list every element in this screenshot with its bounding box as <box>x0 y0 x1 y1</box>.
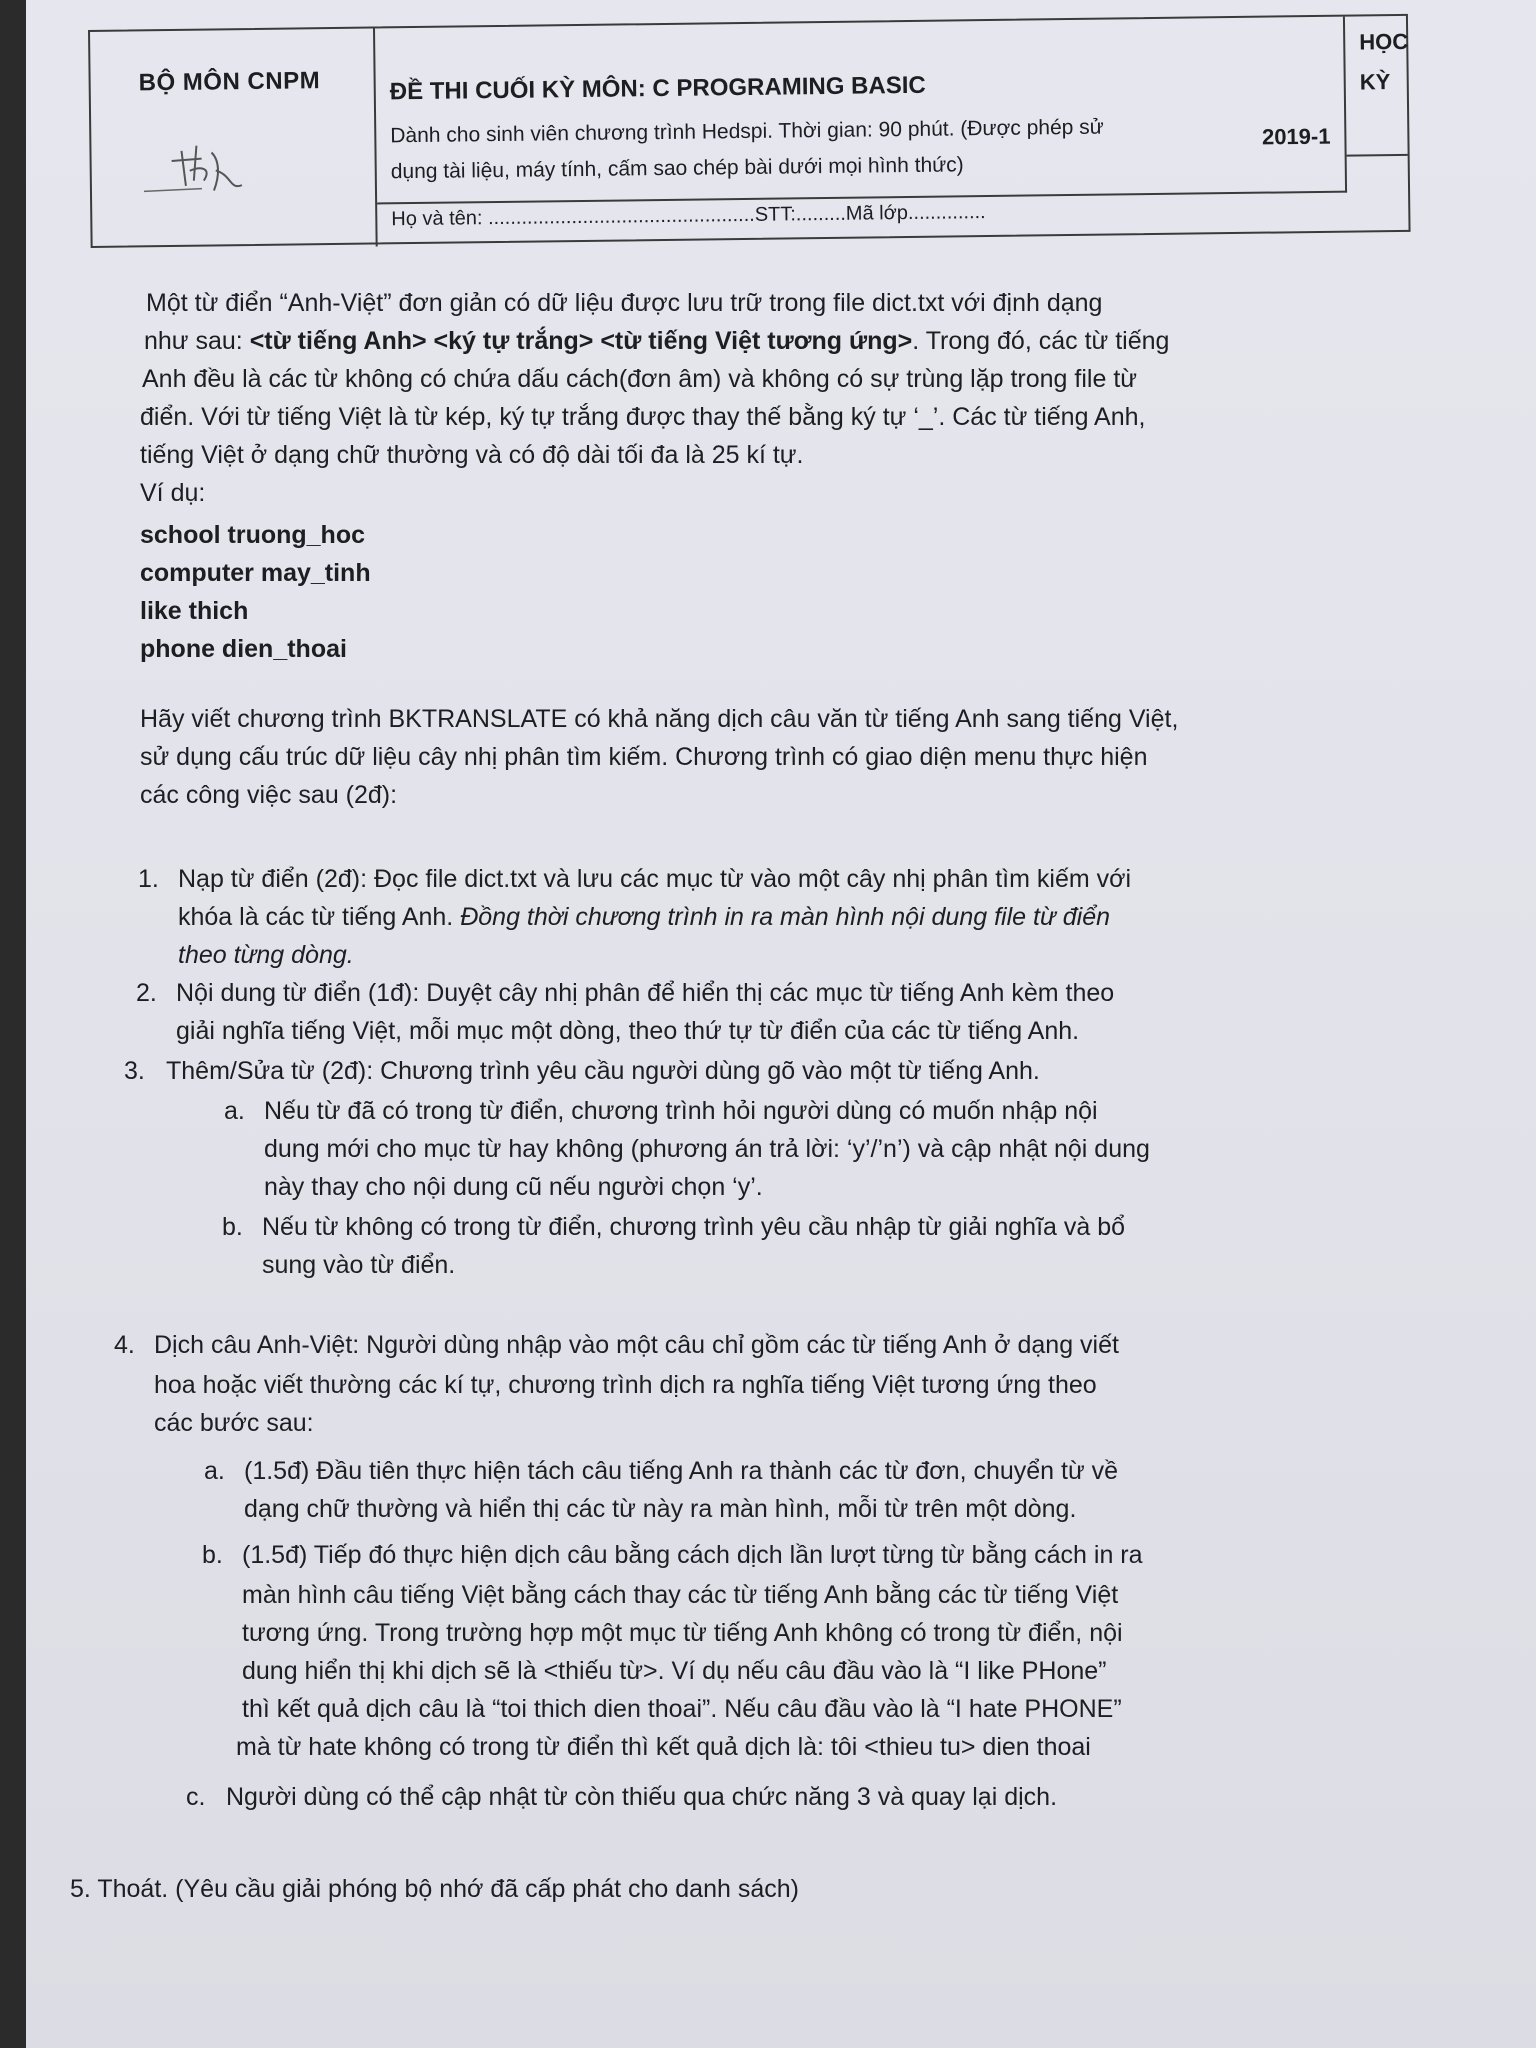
term-cell <box>1345 16 1408 157</box>
intro-line: tiếng Việt ở dạng chữ thường và có độ dài tối đa là 25 kí tự. <box>140 441 804 469</box>
sub-item-label: a. <box>224 1097 245 1125</box>
item-line: dung hiển thị khi dịch sẽ là <thiếu từ>. Ví dụ nếu câu đầu vào là “I like PHone” <box>242 1657 1107 1685</box>
item-text-italic: Đồng thời chương trình in ra màn hình nội dung file từ điển <box>460 903 1110 931</box>
item-line: Nếu từ đã có trong từ điển, chương trình hỏi người dùng có muốn nhập nội <box>264 1097 1098 1125</box>
sub-item-label: b. <box>202 1541 223 1569</box>
item-number: 3. <box>124 1057 145 1085</box>
item-line: này thay cho nội dung cũ nếu người chọn ‘y’. <box>264 1173 763 1201</box>
item-number: 4. <box>114 1331 135 1359</box>
item-line: dung mới cho mục từ hay không (phương án trả lời: ‘y’/’n’) và cập nhật nội dung <box>264 1135 1150 1163</box>
task-line: Hãy viết chương trình BKTRANSLATE có khả năng dịch câu văn từ tiếng Anh sang tiếng Việt, <box>140 705 1179 733</box>
item-line: Nếu từ không có trong từ điển, chương trình yêu cầu nhập từ giải nghĩa và bổ <box>262 1213 1126 1241</box>
intro-line: Một từ điển “Anh-Việt” đơn giản có dữ liệu được lưu trữ trong file dict.txt với định dạng <box>146 289 1103 317</box>
item-line: (1.5đ) Đầu tiên thực hiện tách câu tiếng Anh ra thành các từ đơn, chuyển từ về <box>244 1457 1119 1485</box>
item-line: thì kết quả dịch câu là “toi thich dien thoai”. Nếu câu đầu vào là “I hate PHONE” <box>242 1695 1122 1723</box>
item-line: (1.5đ) Tiếp đó thực hiện dịch câu bằng cách dịch lần lượt từng từ bằng cách in ra <box>242 1541 1143 1569</box>
item-line: Người dùng có thể cập nhật từ còn thiếu qua chức năng 3 và quay lại dịch. <box>226 1783 1058 1811</box>
sub-item-label: c. <box>186 1783 206 1811</box>
empty-cell <box>1347 156 1408 193</box>
sub-item-label: a. <box>204 1457 225 1485</box>
exam-header-table <box>88 14 1411 248</box>
item-line: Thêm/Sửa từ (2đ): Chương trình yêu cầu người dùng gõ vào một từ tiếng Anh. <box>166 1057 1040 1085</box>
intro-line: Anh đều là các từ không có chứa dấu cách(đơn âm) và không có sự trùng lặp trong file từ <box>142 365 1137 393</box>
task-line: sử dụng cấu trúc dữ liệu cây nhị phân tìm kiếm. Chương trình có giao diện menu thực hiện <box>140 743 1148 771</box>
student-info-field: Họ và tên: ................................................STT:.........Mã lớp.............. <box>391 201 986 231</box>
term-label-line: KỲ <box>1359 69 1391 95</box>
item-line: các bước sau: <box>154 1409 314 1437</box>
intro-line <box>144 322 1169 360</box>
item-text: khóa là các từ tiếng Anh. <box>178 903 461 931</box>
example-label: Ví dụ: <box>140 479 206 507</box>
intro-format: <từ tiếng Anh> <ký tự trắng> <từ tiếng Việt tương ứng> <box>249 327 913 355</box>
item-line: theo từng dòng. <box>178 941 354 969</box>
item-line: Nạp từ điển (2đ): Đọc file dict.txt và lưu các mục từ vào một cây nhị phân tìm kiếm với <box>178 865 1132 893</box>
sub-item-label: b. <box>222 1213 243 1241</box>
item-line-exit: 5. Thoát. (Yêu cầu giải phóng bộ nhớ đã cấp phát cho danh sách) <box>70 1875 799 1903</box>
task-line: các công việc sau (2đ): <box>140 781 398 809</box>
item-number: 1. <box>138 865 159 893</box>
term-value: 2019-1 <box>1261 123 1331 150</box>
exam-info-cell <box>375 17 1347 205</box>
term-label <box>1359 22 1409 103</box>
intro-line: điển. Với từ tiếng Việt là từ kép, ký tự trắng được thay thế bằng ký tự ‘_’. Các từ tiếng Anh, <box>140 403 1146 431</box>
signature-icon <box>141 130 292 212</box>
item-line: mà từ hate không có trong từ điển thì kết quả dịch là: tôi <thieu tu> dien thoai <box>236 1733 1091 1761</box>
example-entry: school truong_hoc <box>140 521 365 549</box>
department-label: BỘ MÔN CNPM <box>138 67 321 97</box>
intro-text: như sau: <box>144 327 250 355</box>
example-entry: like thich <box>140 597 249 625</box>
item-line: Nội dung từ điển (1đ): Duyệt cây nhị phân để hiển thị các mục từ tiếng Anh kèm theo <box>176 979 1115 1007</box>
exam-title: ĐỀ THI CUỐI KỲ MÔN: C PROGRAMING BASIC <box>389 71 926 106</box>
term-label-line: HỌC <box>1359 28 1409 55</box>
department-cell <box>90 28 378 249</box>
exam-description <box>390 107 1291 190</box>
item-number: 2. <box>136 979 157 1007</box>
item-line <box>178 898 1110 936</box>
exam-desc-line: Dành cho sinh viên chương trình Hedspi. Thời gian: 90 phút. (Được phép sử <box>390 115 1104 148</box>
item-line: sung vào từ điển. <box>262 1251 456 1279</box>
item-line: dạng chữ thường và hiển thị các từ này ra màn hình, mỗi từ trên một dòng. <box>244 1495 1077 1523</box>
exam-desc-line: dụng tài liệu, máy tính, cấm sao chép bài dưới mọi hình thức) <box>390 153 964 184</box>
intro-text: . Trong đó, các từ tiếng <box>912 327 1170 355</box>
example-entry: computer may_tinh <box>140 559 371 587</box>
item-line: tương ứng. Trong trường hợp một mục từ tiếng Anh không có trong từ điển, nội <box>242 1619 1123 1647</box>
item-line: giải nghĩa tiếng Việt, mỗi mục một dòng, theo thứ tự từ điển của các từ tiếng Anh. <box>176 1017 1080 1045</box>
example-entry: phone dien_thoai <box>140 635 347 663</box>
item-line: hoa hoặc viết thường các kí tự, chương trình dịch ra nghĩa tiếng Việt tương ứng theo <box>154 1371 1097 1399</box>
item-line: màn hình câu tiếng Việt bằng cách thay các từ tiếng Anh bằng các từ tiếng Việt <box>242 1581 1119 1609</box>
item-line: Dịch câu Anh-Việt: Người dùng nhập vào một câu chỉ gồm các từ tiếng Anh ở dạng viết <box>154 1331 1119 1359</box>
exam-paper <box>26 0 1536 2048</box>
